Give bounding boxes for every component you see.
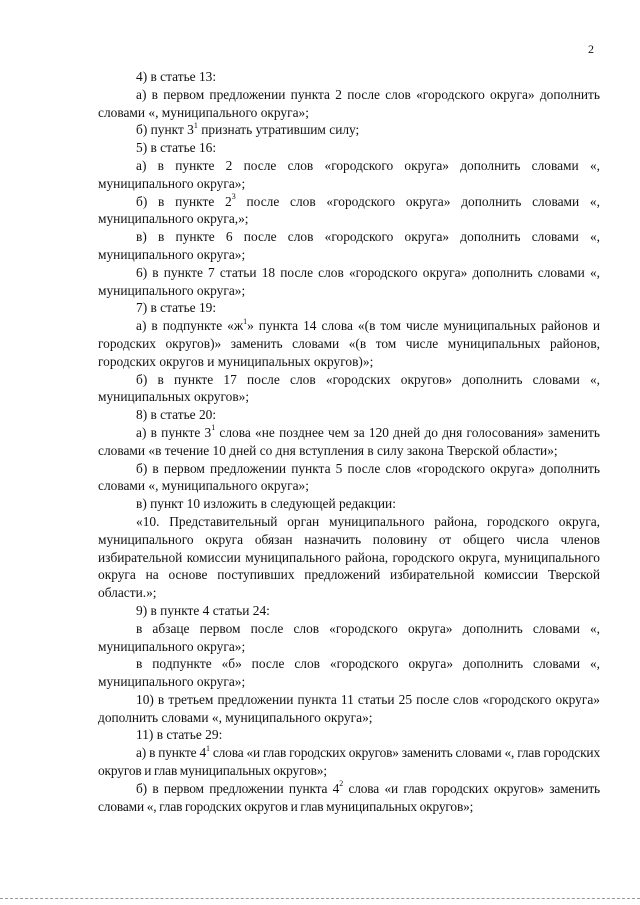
paragraph [98, 424, 600, 460]
paragraph [98, 780, 600, 816]
superscript-text: 2 [339, 779, 344, 789]
paragraph [98, 193, 600, 229]
paragraph-text: признать утратившим силу; [197, 122, 360, 138]
superscript-text: 1 [206, 743, 210, 753]
paragraph-text: слова «не позднее чем за 120 дней до дня голосования» заменить словами «в течение 10 дней со дня вступления в силу закона Тверской области»; [98, 424, 600, 458]
paragraph: «10. Представительный орган муниципального района, городского округа, муниципального округа обязан назначить половину от общего числа членов избирательной комиссии муниципального района, городского округа, муниципального округа на основе поступивших предложений избирательной комиссии Тверской области.»; [98, 513, 600, 601]
page-bottom-border [0, 898, 640, 899]
paragraph-text: а) в пункте 3 [136, 424, 212, 440]
paragraph [98, 744, 600, 780]
paragraph: 6) в пункте 7 статьи 18 после слов «городского округа» дополнить словами «, муниципального округа»; [98, 264, 600, 298]
paragraph-text: а) в подпункте «ж [136, 318, 244, 334]
paragraph: 4) в статье 13: [136, 69, 217, 84]
paragraph: в абзаце первом после слов «городского округа» дополнить словами «, муниципального округа»; [98, 620, 600, 654]
paragraph [98, 317, 600, 370]
paragraph-text: слова «и глав городских округов» заменить словами «, глав городских округов и глав муниципальных округов»; [98, 780, 600, 814]
paragraph: 8) в статье 20: [136, 407, 217, 423]
paragraph [98, 121, 600, 139]
superscript-text: 3 [231, 192, 236, 202]
paragraph: б) в первом предложении пункта 5 после слов «городского округа» дополнить словами «, муниципального округа»; [98, 460, 600, 494]
paragraph-text: б) в первом предложении пункта 4 [136, 780, 340, 796]
paragraph-text: б) пункт 3 [136, 122, 194, 138]
superscript-text: 1 [211, 423, 216, 433]
paragraph: 7) в статье 19: [136, 300, 217, 316]
page-number: 2 [588, 42, 594, 56]
paragraph-text: после слов «городского округа» дополнить словами «, муниципального округа,»; [98, 193, 600, 227]
paragraph: б) в пункте 17 после слов «городских округов» дополнить словами «, муниципальных округов»; [98, 371, 600, 405]
paragraph: 11) в статье 29: [136, 727, 223, 743]
paragraph: а) в первом предложении пункта 2 после слов «городского округа» дополнить словами «, муниципального округа»; [98, 86, 600, 120]
paragraph-text: б) в пункте 2 [136, 193, 232, 209]
paragraph: 10) в третьем предложении пункта 11 статьи 25 после слов «городского округа» дополнить словами «, муниципального округа»; [98, 691, 600, 725]
paragraph: 9) в пункте 4 статьи 24: [136, 602, 270, 618]
document-body [98, 68, 600, 815]
paragraph: в) пункт 10 изложить в следующей редакции: [136, 496, 396, 512]
paragraph: в) в пункте 6 после слов «городского округа» дополнить словами «, муниципального округа»; [98, 229, 600, 262]
superscript-text: 1 [193, 120, 198, 130]
paragraph-text: » пункта 14 слова «(в том числе муниципальных районов и городских округов)» заменить словами «(в том числе муниципальных районов, городских округов и муниципальных округов)»; [98, 318, 600, 369]
paragraph-text: а) в пункте 4 [136, 745, 206, 761]
paragraph-text: слова «и глав городских округов» заменить словами «, глав городских округов и глав муниципальных округов»; [98, 745, 600, 779]
paragraph: 5) в статье 16: [136, 140, 217, 156]
paragraph: а) в пункте 2 после слов «городского округа» дополнить словами «, муниципального округа»; [98, 157, 600, 191]
paragraph: в подпункте «б» после слов «городского округа» дополнить словами «, муниципального округа»; [98, 656, 600, 690]
superscript-text: 1 [243, 316, 248, 326]
